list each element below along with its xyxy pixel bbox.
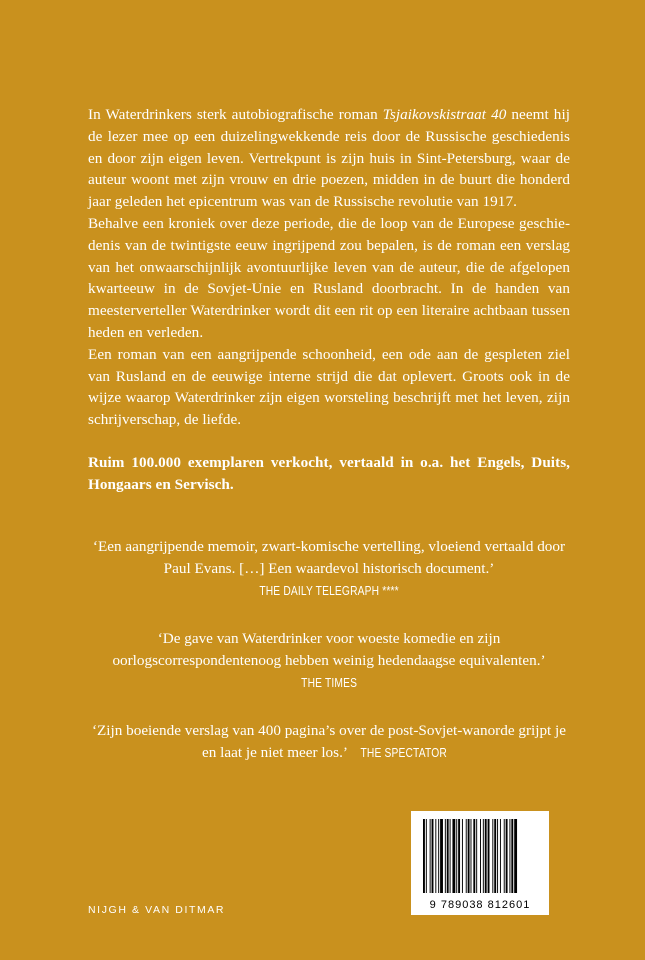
barcode-bar [494, 819, 496, 893]
barcode-bar [511, 819, 513, 893]
sales-statement: Ruim 100.000 exemplaren verkocht, vertaald in o.a. het Engels, Duits, Hongaars en Servisch. [88, 453, 570, 493]
blurb-text: In Waterdrinkers sterk autobiografische roman [88, 106, 383, 123]
barcode-bar [450, 819, 451, 893]
barcode-bar [462, 819, 463, 893]
barcode-bar [506, 819, 508, 893]
barcode-bar [500, 819, 501, 893]
barcode-bar [492, 819, 493, 893]
barcode-bar [509, 819, 510, 893]
barcode-bar [456, 819, 457, 893]
quote-source: THE SPECTATOR [360, 746, 447, 760]
barcode-bar [445, 819, 446, 893]
quote-text: ‘Een aangrijpende memoir, zwart-komische vertelling, vloeiend vertaald door Paul Evans. […] Een waardevol historisch document.’ [92, 538, 566, 577]
book-title: Tsjaikovskistraat 40 [382, 106, 507, 123]
barcode-bars [411, 811, 549, 897]
barcode-bar [473, 819, 475, 893]
barcode-bar [480, 819, 481, 893]
isbn-digits: 9 789038 812601 [429, 899, 531, 911]
barcode-bar [497, 819, 498, 893]
barcode-bar [447, 819, 449, 893]
quote-source: THE TIMES [301, 676, 357, 690]
barcode-bar [514, 819, 517, 893]
barcode-bar [430, 819, 431, 893]
barcode-bar [452, 819, 455, 893]
barcode-bar [458, 819, 460, 893]
barcode-bar [485, 819, 487, 893]
review-quotes [88, 536, 570, 790]
isbn-barcode [411, 811, 549, 915]
review-quote [88, 628, 570, 694]
publisher-name: NIJGH & VAN DITMAR [88, 904, 226, 916]
blurb-paragraph-2: Behalve een kroniek over deze periode, die de loop van de Europese geschiedenis van de twintigste eeuw ingrijpend zou bepalen, is de roman een verslag van het onwaarschijnlijk avontuurlijke leven van de auteur, die de afgelopen kwarteeuw in de Sovjet-Unie en Rusland doorbracht. In de handen van meesterverteller Waterdrinker wordt dit een rit op een literaire achtbaan tussen heden en verleden. [88, 214, 570, 341]
quote-text: ‘Zijn boeiende verslag van 400 pagina’s over de post-Sovjet-wanorde grijpt je en laat je niet meer los.’ [91, 722, 567, 761]
barcode-bar [440, 819, 443, 893]
quote-text: ‘De gave van Waterdrinker voor woeste komedie en zijn oorlogscorrespondentenoog hebben weinig hedendaagse equivalenten.’ [112, 630, 546, 669]
blurb-paragraph-3: Een roman van een aangrijpende schoonheid, een ode aan de gespleten ziel van Rusland en de eeuwige interne strijd die dat oplevert. Groots ook in de wijze waarop Waterdrinker zijn eigen worsteling beschrijft met het leven, zijn schrijverschap, de liefde. [88, 345, 570, 429]
back-cover-blurb [88, 104, 570, 496]
barcode-bar [432, 819, 434, 893]
barcode-bar [468, 819, 470, 893]
barcode-bar [483, 819, 484, 893]
barcode-bar [471, 819, 472, 893]
review-quote [88, 720, 570, 764]
barcode-bar [435, 819, 436, 893]
barcode-bar [426, 819, 427, 893]
blurb-text: neemt hij de lezer mee op een duizelingwekkende reis door de Russische geschiedenis en door zijn eigen leven. Vertrekpunt is zijn huis in Sint-Petersburg, waar de auteur woont met zijn vrouw en drie poezen, midden in de buurt die honderd jaar geleden het epicentrum was van de Russische revolutie van 1917. [88, 106, 570, 211]
barcode-bar [438, 819, 439, 893]
barcode-bar [488, 819, 490, 893]
blurb-paragraph-1 [88, 104, 570, 213]
barcode-bar [504, 819, 505, 893]
quote-source: THE DAILY TELEGRAPH **** [259, 584, 399, 598]
barcode-bar [476, 819, 477, 893]
review-quote [88, 536, 570, 602]
barcode-bar [466, 819, 467, 893]
barcode-bar [423, 819, 425, 893]
